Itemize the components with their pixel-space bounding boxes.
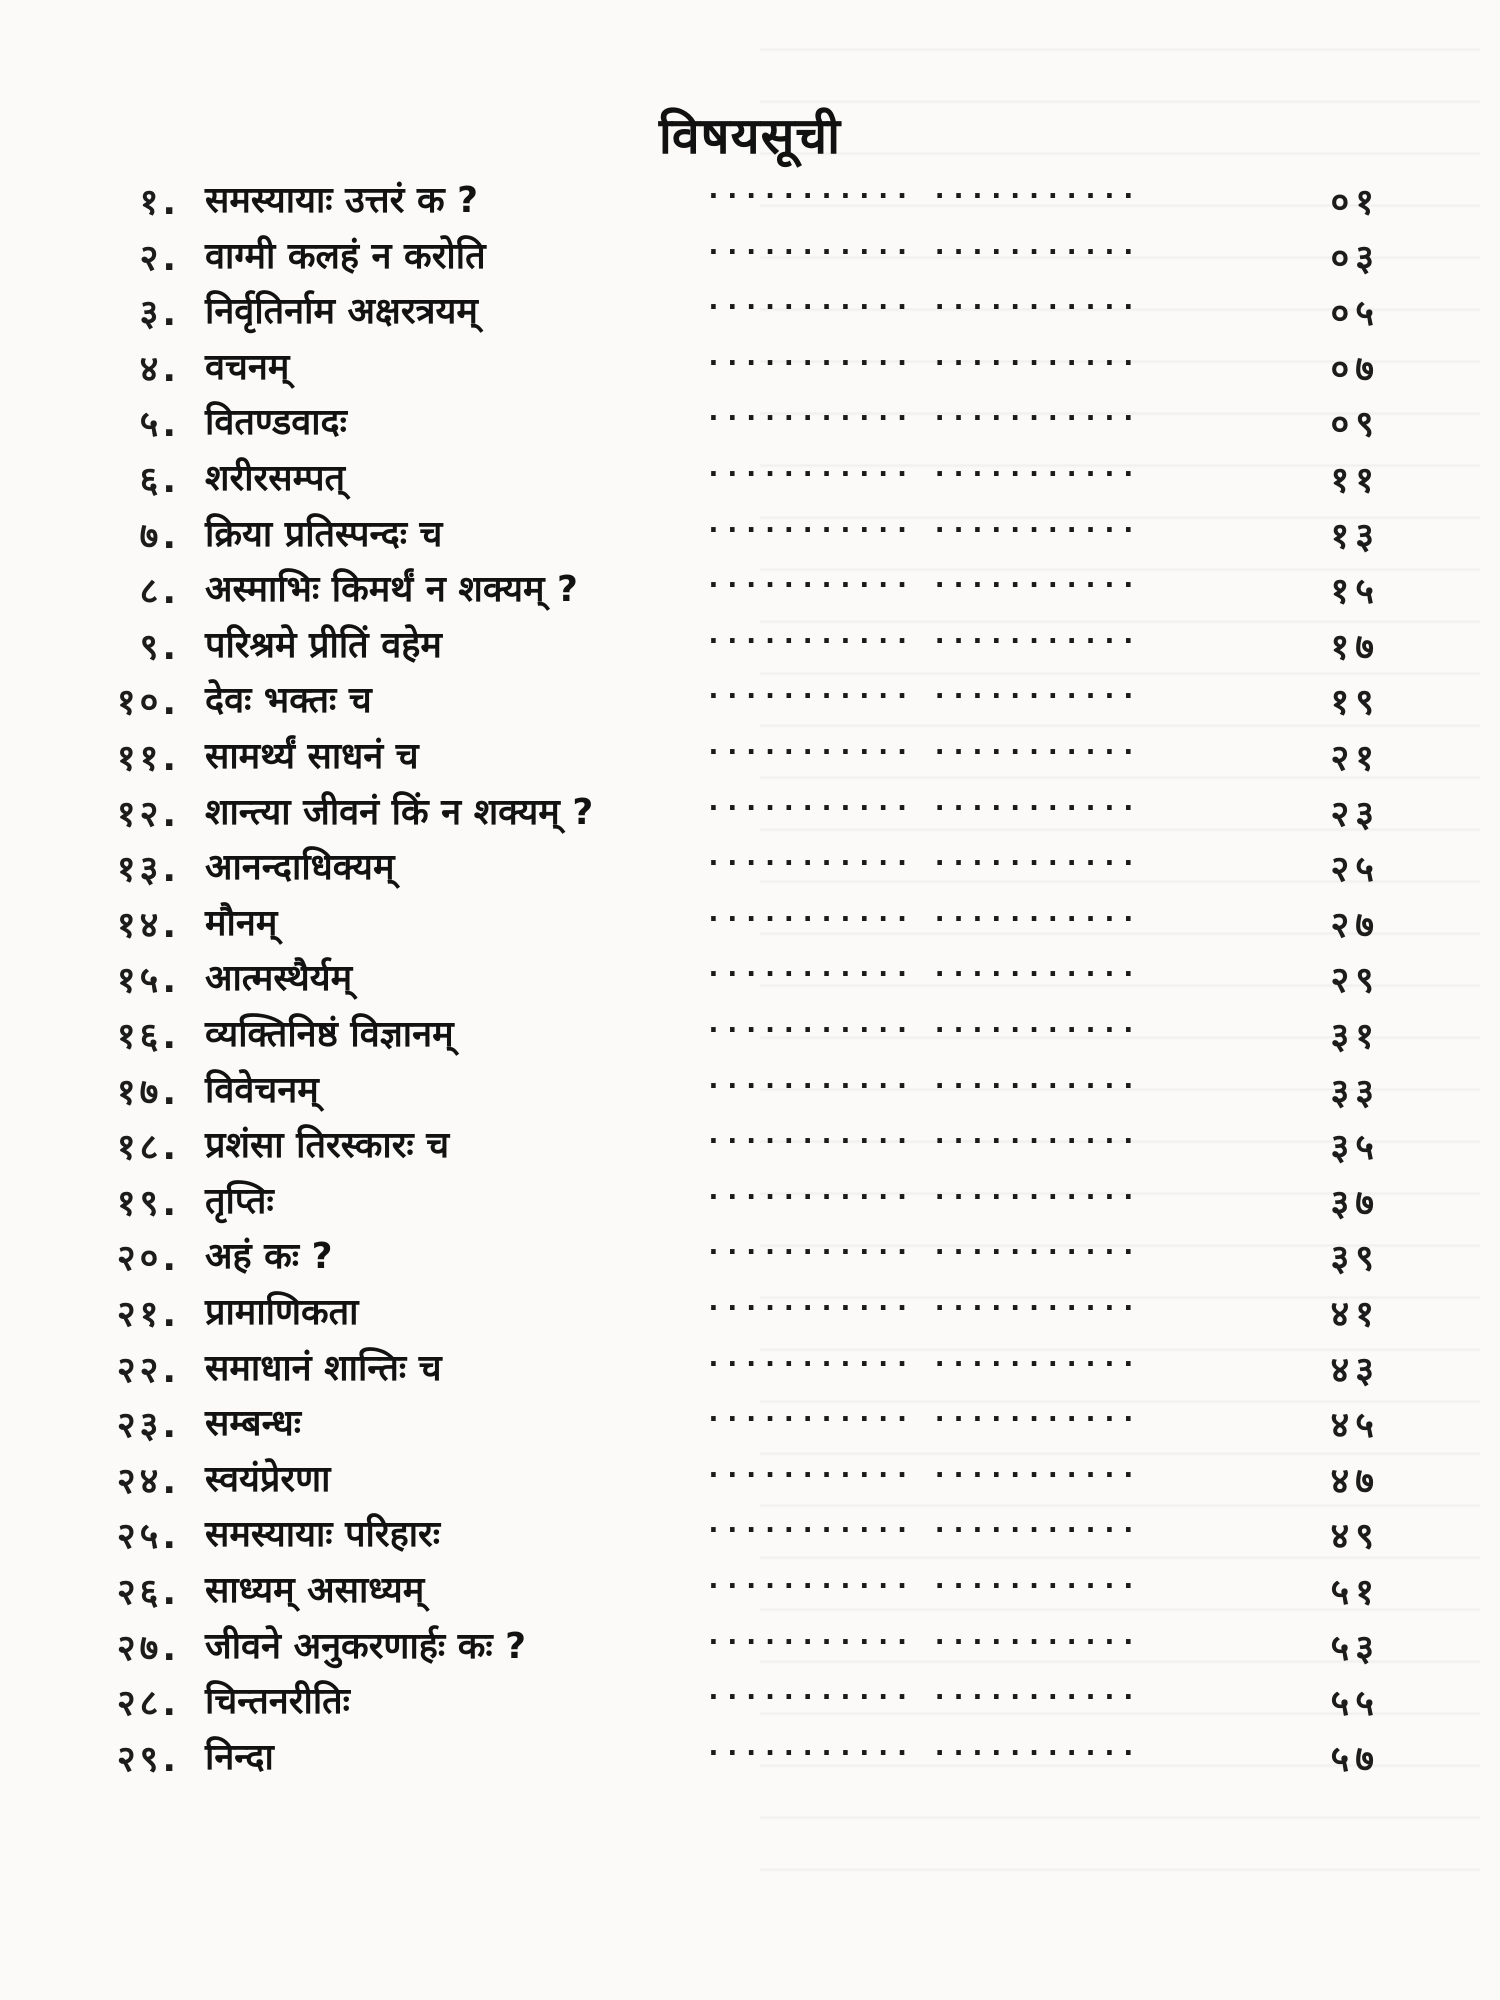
entry-title: निन्दा <box>205 1736 274 1778</box>
entry-page-number: ०५ <box>1330 293 1380 335</box>
entry-number: १६. <box>116 1016 180 1057</box>
entry-title: शान्त्या जीवनं किं न शक्यम् ? <box>205 791 594 833</box>
toc-entry <box>0 450 1500 506</box>
dot-leader: ........... ........... <box>705 1617 1139 1651</box>
entry-number: २८. <box>116 1683 180 1725</box>
entry-title: स्वयंप्रेरणा <box>205 1458 331 1500</box>
entry-number: २२. <box>116 1349 180 1391</box>
entry-page-number: ११ <box>1330 460 1380 501</box>
entry-page-number: ५३ <box>1330 1627 1380 1669</box>
entry-number: २१. <box>116 1294 180 1335</box>
entry-number: ७. <box>139 515 180 557</box>
entry-title: वाग्मी कलहं न करोति <box>205 235 486 277</box>
entry-title: व्यक्तिनिष्ठं विज्ञानम् <box>205 1014 454 1055</box>
entry-title: समस्यायाः उत्तरं क ? <box>205 180 479 221</box>
dot-leader: ........... ........... <box>705 394 1139 428</box>
dot-leader: ........... ........... <box>705 505 1139 539</box>
entry-title: तृप्तिः <box>205 1180 274 1222</box>
dot-leader: ........... ........... <box>705 1728 1139 1762</box>
entry-page-number: २९ <box>1330 960 1380 1002</box>
entry-page-number: ४३ <box>1330 1349 1380 1391</box>
entry-number: २७. <box>116 1627 180 1669</box>
entry-page-number: २७ <box>1330 904 1380 946</box>
toc-entry <box>0 1618 1500 1674</box>
toc-entry <box>0 1562 1500 1618</box>
entry-page-number: १७ <box>1330 626 1380 668</box>
toc-entry <box>0 1006 1500 1062</box>
dot-leader: ........... ........... <box>705 450 1139 483</box>
dot-leader: ........... ........... <box>705 1284 1139 1317</box>
entry-number: ४. <box>139 348 180 390</box>
entry-number: २५. <box>116 1516 180 1558</box>
entry-title: वचनम् <box>205 346 290 388</box>
dot-leader: ........... ........... <box>705 561 1139 595</box>
entry-page-number: ४७ <box>1330 1460 1380 1502</box>
entry-title: सम्बन्धः <box>205 1403 301 1445</box>
entry-title: क्रिया प्रतिस्पन्दः च <box>205 513 443 555</box>
entry-number: १८. <box>116 1127 180 1169</box>
entry-title: मौनम् <box>205 902 278 944</box>
entry-number: ५. <box>139 404 180 446</box>
entry-page-number: ३३ <box>1330 1071 1380 1113</box>
entry-title: परिश्रमे प्रीतिं वहेम <box>205 624 442 666</box>
entry-number: १०. <box>116 682 180 724</box>
toc-entry <box>0 950 1500 1006</box>
toc-entry <box>0 1117 1500 1173</box>
entry-title: देवः भक्तः च <box>205 680 372 722</box>
dot-leader: ........... ........... <box>705 338 1139 372</box>
entry-page-number: २१ <box>1330 738 1380 779</box>
entry-number: १. <box>139 182 180 223</box>
toc-entry <box>0 1451 1500 1507</box>
dot-leader: ........... ........... <box>705 894 1139 928</box>
entry-title: शरीरसम्पत् <box>205 458 346 499</box>
dot-leader: ........... ........... <box>705 283 1139 317</box>
entry-page-number: ५१ <box>1330 1572 1380 1613</box>
entry-page-number: ०७ <box>1330 348 1380 390</box>
dot-leader: ........... ........... <box>705 1117 1139 1151</box>
entry-number: २०. <box>116 1238 180 1280</box>
toc-entry <box>0 784 1500 840</box>
entry-page-number: ४९ <box>1330 1516 1380 1558</box>
entry-page-number: ३५ <box>1330 1127 1380 1169</box>
entry-title: सामर्थ्यं साधनं च <box>205 736 419 777</box>
entry-title: प्रशंसा तिरस्कारः च <box>205 1125 450 1167</box>
toc-entry <box>0 1673 1500 1729</box>
entry-page-number: ५५ <box>1330 1683 1380 1725</box>
entry-page-number: १३ <box>1330 515 1380 557</box>
entry-number: ९. <box>139 626 180 668</box>
entry-number: १३. <box>116 849 180 891</box>
entry-title: विवेचनम् <box>205 1069 319 1111</box>
dot-leader: ........... ........... <box>705 1395 1139 1429</box>
entry-title: जीवने अनुकरणार्हः कः ? <box>205 1625 527 1667</box>
entry-title: निर्वृतिर्नाम अक्षरत्रयम् <box>205 291 478 333</box>
dot-leader: ........... ........... <box>705 783 1139 817</box>
entry-page-number: ०३ <box>1330 237 1380 279</box>
toc-entry <box>0 839 1500 895</box>
dot-leader: ........... ........... <box>705 672 1139 706</box>
dot-leader: ........... ........... <box>705 728 1139 761</box>
entry-page-number: ३१ <box>1330 1016 1380 1057</box>
entry-number: १७. <box>116 1071 180 1113</box>
toc-entry <box>0 1395 1500 1451</box>
entry-number: ११. <box>116 738 180 779</box>
entry-title: वितण्डवादः <box>205 402 347 444</box>
entry-title: समस्यायाः परिहारः <box>205 1514 441 1556</box>
entry-number: १५. <box>116 960 180 1002</box>
toc-entry <box>0 895 1500 951</box>
entry-number: २३. <box>116 1405 180 1447</box>
entry-title: आनन्दाधिक्यम् <box>205 847 395 889</box>
entry-title: अहं कः ? <box>205 1236 333 1278</box>
toc-entry <box>0 172 1500 228</box>
entry-page-number: ४१ <box>1330 1294 1380 1335</box>
entry-number: ८. <box>139 571 180 613</box>
toc-entry <box>0 1506 1500 1562</box>
entry-title: समाधानं शान्तिः च <box>205 1347 442 1389</box>
entry-page-number: १९ <box>1330 682 1380 724</box>
page-title: विषयसूची <box>658 107 842 165</box>
toc-entry <box>0 1284 1500 1340</box>
entry-number: १४. <box>116 904 180 946</box>
dot-leader: ........... ........... <box>705 227 1139 261</box>
dot-leader: ........... ........... <box>705 1061 1139 1095</box>
dot-leader: ........... ........... <box>705 1673 1139 1707</box>
toc-entry <box>0 561 1500 617</box>
toc-entry <box>0 339 1500 395</box>
dot-leader: ........... ........... <box>705 1006 1139 1039</box>
dot-leader: ........... ........... <box>705 1506 1139 1540</box>
dot-leader: ........... ........... <box>705 950 1139 984</box>
toc-entry <box>0 228 1500 284</box>
entry-page-number: १५ <box>1330 571 1380 613</box>
entry-page-number: ४५ <box>1330 1405 1380 1447</box>
entry-number: ३. <box>139 293 180 335</box>
toc-entry <box>0 617 1500 673</box>
entry-title: अस्माभिः किमर्थं न शक्यम् ? <box>205 569 578 611</box>
entry-number: १९. <box>116 1182 180 1224</box>
entry-page-number: ३७ <box>1330 1182 1380 1224</box>
dot-leader: ........... ........... <box>705 839 1139 873</box>
toc-entry <box>0 1228 1500 1284</box>
toc-entry <box>0 1062 1500 1118</box>
dot-leader: ........... ........... <box>705 172 1139 205</box>
entry-title: आत्मस्थैर्यम् <box>205 958 353 1000</box>
toc-entry <box>0 1173 1500 1229</box>
dot-leader: ........... ........... <box>705 1228 1139 1262</box>
toc-entry <box>0 283 1500 339</box>
entry-page-number: २५ <box>1330 849 1380 891</box>
toc-entry <box>0 394 1500 450</box>
toc-entry <box>0 506 1500 562</box>
entry-number: २. <box>139 237 180 279</box>
entry-title: साध्यम् असाध्यम् <box>205 1570 425 1611</box>
toc-entry <box>0 672 1500 728</box>
entry-number: २४. <box>116 1460 180 1502</box>
entry-page-number: ०१ <box>1330 182 1380 223</box>
entry-number: २९. <box>116 1738 180 1780</box>
dot-leader: ........... ........... <box>705 616 1139 650</box>
entry-page-number: ५७ <box>1330 1738 1380 1780</box>
entry-page-number: २३ <box>1330 793 1380 835</box>
entry-number: २६. <box>116 1572 180 1613</box>
toc-entry <box>0 728 1500 784</box>
dot-leader: ........... ........... <box>705 1450 1139 1484</box>
toc-entry <box>0 1729 1500 1785</box>
toc-entry <box>0 1340 1500 1396</box>
entry-number: ६. <box>139 460 180 501</box>
dot-leader: ........... ........... <box>705 1172 1139 1206</box>
entry-number: १२. <box>116 793 180 835</box>
dot-leader: ........... ........... <box>705 1562 1139 1595</box>
entry-title: प्रामाणिकता <box>205 1292 359 1333</box>
entry-page-number: ३९ <box>1330 1238 1380 1280</box>
entry-title: चिन्तनरीतिः <box>205 1681 350 1723</box>
dot-leader: ........... ........... <box>705 1339 1139 1373</box>
entry-page-number: ०९ <box>1330 404 1380 446</box>
